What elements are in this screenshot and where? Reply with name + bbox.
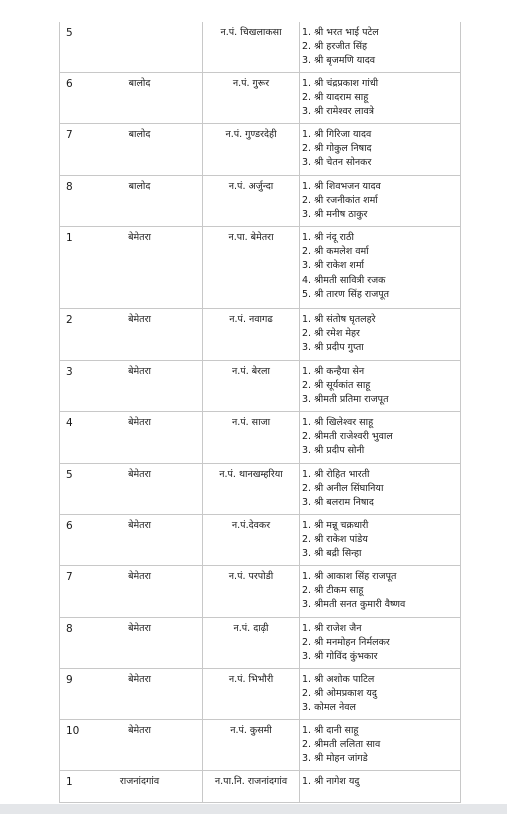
district-name: बेमेतरा: [77, 412, 203, 463]
member-list: [300, 771, 461, 802]
row-number: 8: [66, 623, 73, 635]
district-name: बेमेतरा: [77, 464, 203, 514]
table-row: [60, 669, 461, 720]
member-name: 3. श्री गोविंद कुंभकार: [302, 651, 378, 663]
member-name: 1. श्री गिरिजा यादव: [302, 129, 372, 140]
table-row: [60, 771, 461, 803]
member-list: [300, 412, 461, 463]
member-name: 2. श्री टीकम साहू: [302, 585, 364, 597]
member-name: 3. श्री प्रदीप गुप्ता: [302, 342, 364, 354]
table-row: [60, 22, 461, 73]
member-name: 2. श्री गोकुल निषाद: [302, 143, 372, 155]
table-row: [60, 73, 461, 124]
member-name: 1. श्री संतोष घृतलहरे: [302, 314, 376, 325]
member-name: 1. श्री नागेश यदु: [302, 776, 360, 787]
civic-body-name: न.पं. दाढ़ी: [203, 618, 300, 668]
member-name: 2. श्री कमलेश वर्मा: [302, 246, 369, 258]
member-name: 2. श्री यादराम साहू: [302, 92, 369, 104]
district-name: बालोद: [77, 124, 203, 175]
member-name: 3. श्रीमती सनत कुमारी वैष्णव: [302, 599, 406, 611]
civic-body-name: न.पं. नवागढ: [203, 309, 300, 360]
member-name: 2. श्री अनील सिंघानिया: [302, 483, 384, 495]
member-name: 2. श्री ओमप्रकाश यदु: [302, 688, 377, 700]
row-number: 8: [66, 181, 73, 193]
civic-body-name: न.पं. परपोडी: [203, 566, 300, 617]
officials-table: [59, 22, 461, 803]
row-number: 5: [66, 469, 73, 481]
member-name: 2. श्री हरजीत सिंह: [302, 41, 368, 53]
member-list: [300, 73, 461, 123]
table-row: [60, 309, 461, 361]
member-list: [300, 464, 461, 514]
member-list: [300, 22, 461, 72]
civic-body-name: न.पं. कुसमी: [203, 720, 300, 770]
table-row: [60, 566, 461, 618]
member-list: [300, 124, 461, 175]
table-row: [60, 412, 461, 464]
table-row: [60, 720, 461, 771]
member-list: [300, 309, 461, 360]
member-list: [300, 361, 461, 411]
civic-body-name: न.पं. थानखम्हरिया: [203, 464, 300, 514]
row-number: 1: [66, 776, 73, 788]
member-name: 3. श्री बद्री सिन्हा: [302, 548, 362, 560]
member-name: 1. श्री भरत भाई पटेल: [302, 27, 379, 38]
member-name: 2. श्री रजनीकांत शर्मा: [302, 195, 378, 207]
member-name: 3. श्री बलराम निषाद: [302, 497, 374, 509]
row-number: 3: [66, 366, 73, 378]
table-row: [60, 227, 461, 309]
member-name: 1. श्री राजेश जैन: [302, 623, 362, 634]
member-name: 3. श्री चेतन सोनकर: [302, 157, 372, 169]
civic-body-name: न.पा.नि. राजनांदगांव: [203, 771, 300, 802]
member-name: 1. श्री रोहित भारती: [302, 469, 370, 480]
table-row: [60, 515, 461, 566]
member-name: 2. श्री राकेश पांडेय: [302, 534, 368, 546]
district-name: बेमेतरा: [77, 309, 203, 360]
civic-body-name: न.पं. चिखलाकसा: [203, 22, 300, 72]
member-name: 2. श्री मनमोहन निर्मलकर: [302, 637, 390, 649]
member-list: [300, 566, 461, 617]
row-number: 6: [66, 78, 73, 90]
row-number: 7: [66, 129, 73, 141]
member-list: [300, 227, 461, 308]
civic-body-name: न.पं. अर्जुन्दा: [203, 176, 300, 226]
district-name: [77, 22, 203, 72]
district-name: बेमेतरा: [77, 361, 203, 411]
civic-body-name: न.पं. साजा: [203, 412, 300, 463]
member-name: 2. श्री सूर्यकांत साहू: [302, 380, 371, 392]
civic-body-name: न.पं. बेरला: [203, 361, 300, 411]
member-list: [300, 515, 461, 565]
member-name: 2. श्री रमेश मेहर: [302, 328, 360, 340]
member-name: 2. श्रीमती ललिता साव: [302, 739, 381, 751]
member-list: [300, 618, 461, 668]
row-number: 9: [66, 674, 73, 686]
member-name: 3. कोमल नेवल: [302, 702, 356, 714]
member-name: 5. श्री तारण सिंह राजपूत: [302, 288, 390, 300]
member-name: 3. श्री रामेश्वर लावत्रे: [302, 106, 374, 118]
member-name: 1. श्री आकाश सिंह राजपूत: [302, 571, 397, 582]
member-name: 3. श्री मोहन जांगडे: [302, 753, 368, 765]
row-number: 5: [66, 27, 73, 39]
member-name: 1. श्री दानी साहू: [302, 725, 359, 736]
table-row: [60, 618, 461, 669]
civic-body-name: न.पं. भिभौरी: [203, 669, 300, 719]
district-name: बेमेतरा: [77, 566, 203, 617]
member-name: 3. श्रीमती प्रतिमा राजपूत: [302, 394, 389, 406]
table-row: [60, 464, 461, 515]
civic-body-name: न.पा. बेमेतरा: [203, 227, 300, 308]
district-name: बेमेतरा: [77, 669, 203, 719]
member-name: 1. श्री कन्हैया सेन: [302, 366, 365, 377]
district-name: बालोद: [77, 73, 203, 123]
row-number: 7: [66, 571, 73, 583]
member-name: 1. श्री नंदू राठी: [302, 232, 354, 243]
row-number: 2: [66, 314, 73, 326]
row-number: 10: [66, 725, 80, 737]
table-row: [60, 361, 461, 412]
member-name: 1. श्री खिलेश्वर साहू: [302, 417, 374, 428]
member-name: 1. श्री शिवभजन यादव: [302, 181, 381, 192]
civic-body-name: न.पं. गुण्डरदेही: [203, 124, 300, 175]
civic-body-name: न.पं.देवकर: [203, 515, 300, 565]
member-list: [300, 720, 461, 770]
district-name: बालोद: [77, 176, 203, 226]
table-row: [60, 124, 461, 176]
member-name: 1. श्री मन्नू चक्रधारी: [302, 520, 369, 531]
district-name: बेमेतरा: [77, 720, 203, 770]
district-name: बेमेतरा: [77, 227, 203, 308]
district-name: बेमेतरा: [77, 618, 203, 668]
district-name: बेमेतरा: [77, 515, 203, 565]
member-name: 3. श्री राकेश शर्मा: [302, 260, 365, 272]
district-name: राजनांदगांव: [77, 771, 203, 802]
member-list: [300, 669, 461, 719]
member-name: 1. श्री अशोक पाटिल: [302, 674, 375, 685]
civic-body-name: न.पं. गुरूर: [203, 73, 300, 123]
member-name: 3. श्री बृजमणि यादव: [302, 55, 376, 67]
member-list: [300, 176, 461, 226]
page-bottom-bar: [0, 804, 507, 814]
member-name: 3. श्री मनीष ठाकुर: [302, 209, 368, 221]
table-row: [60, 176, 461, 227]
member-name: 3. श्री प्रदीप सोनी: [302, 445, 365, 457]
row-number: 4: [66, 417, 73, 429]
member-name: 1. श्री चंद्रप्रकाश गांधी: [302, 78, 379, 89]
member-name: 2. श्रीमती राजेश्वरी भुवाल: [302, 431, 393, 443]
row-number: 6: [66, 520, 73, 532]
member-name: 4. श्रीमती सावित्री रजक: [302, 274, 386, 286]
row-number: 1: [66, 232, 73, 244]
